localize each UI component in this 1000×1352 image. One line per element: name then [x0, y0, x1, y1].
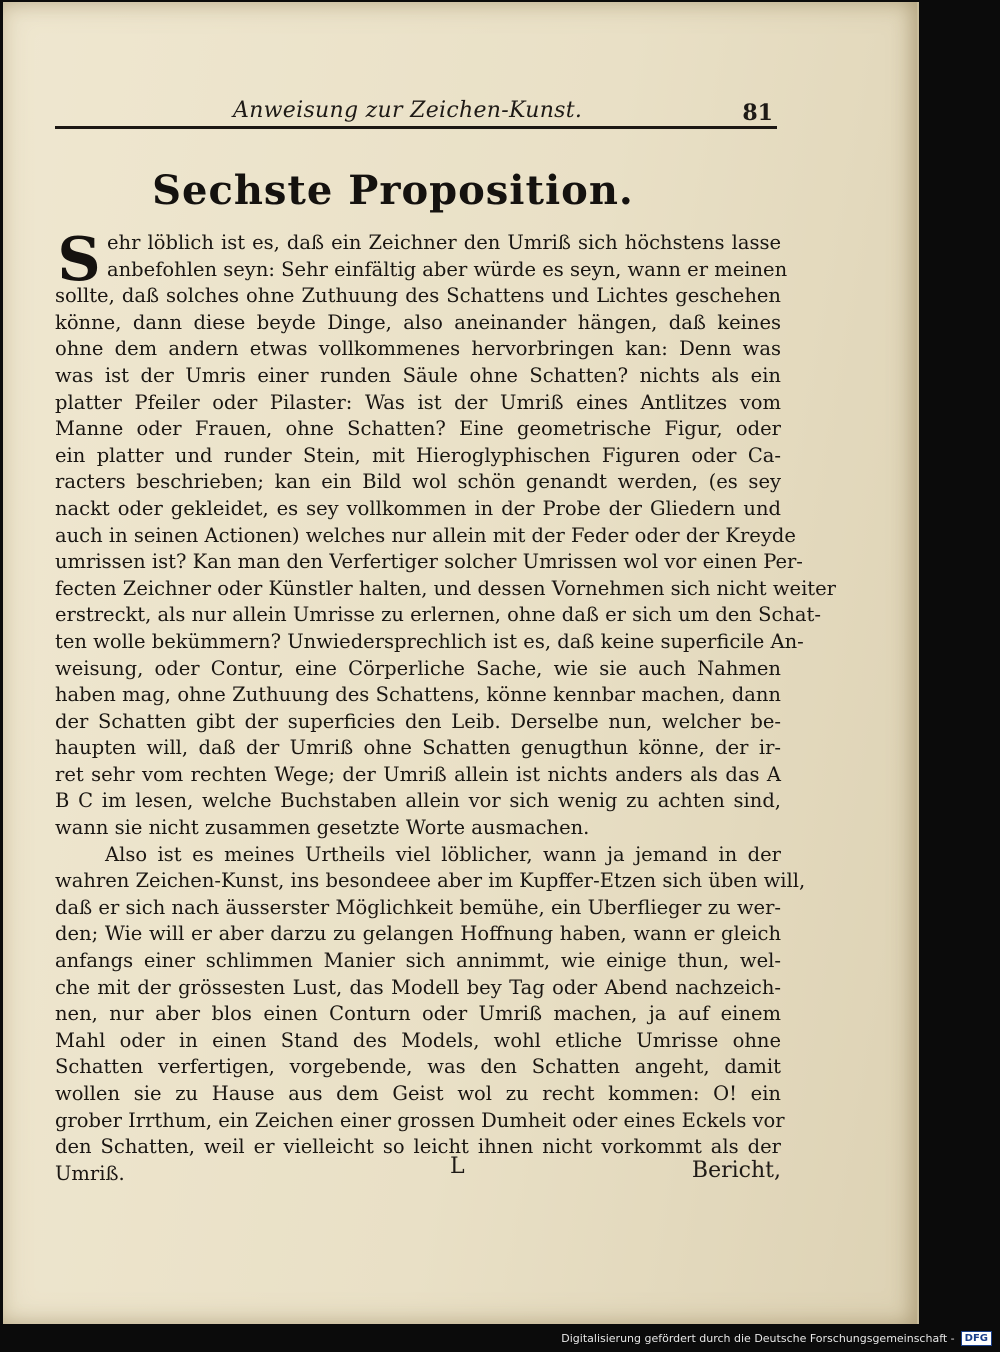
body-text — [55, 225, 836, 1187]
paragraph-2 — [55, 842, 806, 1188]
text-line: platter Pfeiler oder Pilaster: Was ist der Umriß eines Antlitzes vom — [55, 390, 781, 414]
page-number: 81 — [742, 100, 773, 126]
text-line: Also ist es meines Urtheils viel löblicher, wann ja jemand in der — [105, 842, 781, 866]
text-line: umrissen ist? Kan man den Verfertiger solcher Umrissen wol vor einen Per- — [55, 550, 803, 574]
text-line: che mit der grössesten Lust, das Modell bey Tag oder Abend nachzeich- — [55, 975, 781, 999]
text-line: Mahl oder in einen Stand des Models, wohl etliche Umrisse ohne — [55, 1028, 781, 1052]
running-title: Anweisung zur Zeichen-Kunst. — [233, 98, 583, 123]
text-line: anfangs einer schlimmen Manier sich annimmt, wie einige thun, wel- — [55, 949, 781, 973]
section-heading: Sechste Proposition. — [152, 167, 634, 214]
text-line: fecten Zeichner oder Künstler halten, und dessen Vornehmen sich nicht weiter — [55, 576, 836, 600]
text-line: der Schatten gibt der superficies den Leib. Derselbe nun, welcher be- — [55, 709, 781, 733]
text-line: Manne oder Frauen, ohne Schatten? Eine geometrische Figur, oder — [55, 417, 781, 441]
text-line: auch in seinen Actionen) welches nur allein mit der Feder oder der Kreyde — [55, 523, 796, 547]
text-line: haupten will, daß der Umriß ohne Schatten genugthun könne, der ir- — [55, 736, 781, 760]
signature-mark: L — [450, 1154, 465, 1179]
text-line: Schatten verfertigen, vorgebende, was den Schatten angeht, damit — [55, 1055, 781, 1079]
text-line: wollen sie zu Hause aus dem Geist wol zu recht kommen: O! ein — [55, 1082, 781, 1105]
text-line: grober Irrthum, ein Zeichen einer grossen Dumheit oder eines Eckels vor — [55, 1108, 785, 1132]
text-line: ein platter und runder Stein, mit Hieroglyphischen Figuren oder Ca- — [55, 443, 781, 467]
text-line: racters beschrieben; kan ein Bild wol schön genandt werden, (es sey — [55, 470, 781, 494]
drop-cap: S — [57, 225, 101, 295]
text-line: wann sie nicht zusammen gesetzte Worte ausmachen. — [55, 816, 590, 840]
page-footer — [55, 1154, 781, 1184]
text-line: weisung, oder Contur, eine Cörperliche Sache, wie sie auch Nahmen — [55, 656, 781, 680]
text-line: nackt oder gekleidet, es sey vollkommen in der Probe der Gliedern und — [55, 496, 781, 520]
text-line: anbefohlen seyn: Sehr einfältig aber würde es seyn, wann er meinen — [107, 257, 788, 281]
text-line: ehr löblich ist es, daß ein Zeichner den Umriß sich höchstens lasse — [107, 231, 781, 254]
catchword: Bericht, — [691, 1158, 781, 1183]
text-line: was ist der Umris einer runden Säule ohne Schatten? nichts als ein — [55, 363, 781, 387]
text-line: erstreckt, als nur allein Umrisse zu erlernen, ohne daß er sich um den Schat- — [55, 603, 821, 627]
text-line: B C im lesen, welche Buchstaben allein vor sich wenig zu achten sind, — [55, 789, 781, 813]
text-line: ten wolle bekümmern? Unwiedersprechlich ist es, daß keine superficile An- — [55, 629, 804, 653]
paragraph-1 — [55, 225, 836, 842]
text-line: den Schatten, weil er vielleicht so leicht ihnen nicht vorkommt als der — [55, 1135, 781, 1159]
credit-text: Digitalisierung gefördert durch die Deutsche Forschungsgemeinschaft - — [561, 1332, 955, 1345]
text-line: sollte, daß solches ohne Zuthuung des Schattens und Lichtes geschehen — [55, 284, 781, 308]
text-line: wahren Zeichen-Kunst, ins besondeee aber im Kupffer-Etzen sich üben will, — [55, 869, 806, 893]
text-line: Umriß. — [55, 1161, 125, 1185]
text-line: nen, nur aber blos einen Conturn oder Umriß machen, ja auf einem — [55, 1002, 781, 1026]
text-line: könne, dann diese beyde Dinge, also aneinander hängen, daß keines — [55, 310, 781, 334]
text-line: daß er sich nach äusserster Möglichkeit bemühe, ein Uberflieger zu wer- — [55, 895, 781, 919]
book-page — [3, 2, 919, 1324]
text-line: ohne dem andern etwas vollkommenes hervorbringen kan: Denn was — [55, 337, 781, 361]
text-line: den; Wie will er aber darzu zu gelangen Hoffnung haben, wann er gleich — [55, 922, 781, 946]
dfg-logo: DFG — [961, 1331, 992, 1346]
digitization-credit — [561, 1331, 992, 1346]
text-line: haben mag, ohne Zuthuung des Schattens, könne kennbar machen, dann — [55, 683, 781, 707]
page-header — [55, 96, 777, 129]
text-line: ret sehr vom rechten Wege; der Umriß allein ist nichts anders als das A — [55, 762, 781, 786]
